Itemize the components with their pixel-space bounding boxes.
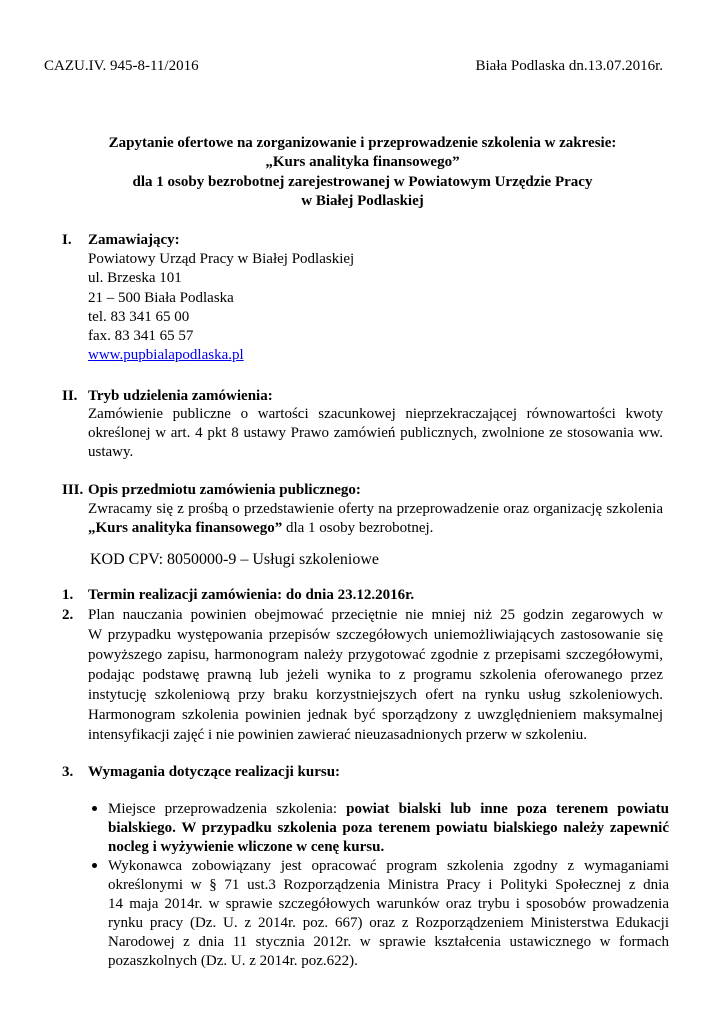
bullet-line: rynku pracy (Dz. U. z 2014r. poz. 667) oraz z Rozporządzeniem Ministerstwa Edukacji — [108, 915, 669, 931]
paragraph-line: podając podstawę prawną lub jeżeli wynika to z programu szkolenia oferowanego przez — [88, 667, 663, 683]
section-heading: Opis przedmiotu zamówienia publicznego: — [88, 482, 361, 498]
address-line: 21 – 500 Biała Podlaska — [88, 290, 234, 306]
section-number: II. — [62, 388, 78, 404]
item-number: 2. — [62, 607, 74, 623]
address-line: Powiatowy Urząd Pracy w Białej Podlaskiej — [88, 251, 355, 267]
bullet-line: Narodowej z dnia 11 stycznia 2012r. w sprawie kształcenia ustawicznego w formach — [108, 934, 669, 950]
paragraph-line: W przypadku występowania przepisów szczegółowych uniemożliwiających zastosowanie się — [88, 627, 663, 643]
place-date: Biała Podlaska dn.13.07.2016r. — [475, 58, 663, 74]
paragraph-text: dla 1 osoby bezrobotnej. — [282, 520, 434, 536]
title-line: „Kurs analityka finansowego” — [265, 154, 460, 170]
section-number: I. — [62, 232, 72, 248]
section-heading: Tryb udzielenia zamówienia: — [88, 388, 273, 404]
website-link[interactable]: www.pupbialapodlaska.pl — [88, 347, 244, 363]
course-name: „Kurs analityka finansowego” — [88, 520, 283, 536]
title-line: Zapytanie ofertowe na zorganizowanie i przeprowadzenie szkolenia w zakresie: — [108, 135, 617, 151]
bullet-line: pozaszkolnych (Dz. U. z 2014r. poz.622). — [108, 953, 358, 969]
bullet-line: nocleg i wyżywienie wliczone w cenę kursu. — [108, 839, 385, 855]
item-number: 3. — [62, 764, 74, 780]
bullet-text-bold: powiat bialski lub inne poza terenem powiatu — [346, 801, 669, 817]
bullet-icon — [92, 806, 97, 811]
bullet-line — [108, 799, 669, 819]
paragraph-line: powyższego zapisu, harmonogram należy przygotować zgodnie z przepisami szczegółowymi, — [88, 647, 663, 663]
paragraph-line: Zamówienie publiczne o wartości szacunkowej nieprzekraczającej równowartości kwoty — [88, 406, 663, 422]
bullet-icon — [92, 863, 97, 868]
section-heading: Zamawiający: — [88, 232, 180, 248]
paragraph-line: Zwracamy się z prośbą o przedstawienie oferty na przeprowadzenie oraz organizację szkolenia — [88, 501, 663, 517]
bullet-line: 14 maja 2014r. w sprawie szczegółowych warunków oraz trybu i sposobów prowadzenia — [108, 896, 669, 912]
paragraph-line — [88, 518, 433, 538]
item-number: 1. — [62, 587, 74, 603]
paragraph-line: ustawy. — [88, 444, 134, 460]
phone: tel. 83 341 65 00 — [88, 309, 190, 325]
section-number: III. — [62, 482, 84, 498]
reference-number: CAZU.IV. 945-8-11/2016 — [44, 58, 199, 74]
paragraph-line: Harmonogram szkolenia powinien jednak być sporządzony z uwzględnieniem maksymalnej — [88, 707, 663, 723]
address-line: ul. Brzeska 101 — [88, 270, 182, 286]
deadline: Termin realizacji zamówienia: do dnia 23.12.2016r. — [88, 587, 415, 603]
title-line: w Białej Podlaskiej — [301, 193, 424, 209]
bullet-text: Miejsce przeprowadzenia szkolenia: — [108, 801, 347, 817]
paragraph-line: Plan nauczania powinien obejmować przeciętnie nie mniej niż 25 godzin zegarowych w — [88, 607, 663, 623]
cpv-code: KOD CPV: 8050000-9 – Usługi szkoleniowe — [90, 551, 380, 568]
paragraph-line: instytucję szkoleniową przy braku korzystniejszych ofert na rynku usług szkoleniowych. — [88, 687, 663, 703]
paragraph-line: określonej w art. 4 pkt 8 ustawy Prawo zamówień publicznych, zwolnione ze stosowania ww. — [88, 425, 663, 441]
title-line: dla 1 osoby bezrobotnej zarejestrowanej w Powiatowym Urzędzie Pracy — [132, 174, 593, 190]
bullet-line: określonymi w § 71 ust.3 Rozporządzenia Ministra Pracy i Polityki Społecznej z dnia — [108, 877, 669, 893]
bullet-line: bialskiego. W przypadku szkolenia poza terenem powiatu bialskiego należy zapewnić — [108, 820, 669, 836]
fax: fax. 83 341 65 57 — [88, 328, 194, 344]
paragraph-line: intensyfikacji zajęć i nie powinien zawierać nieuzasadnionych przerw w szkoleniu. — [88, 727, 587, 743]
bullet-line: Wykonawca zobowiązany jest opracować program szkolenia zgodny z wymaganiami — [108, 858, 669, 874]
section-heading: Wymagania dotyczące realizacji kursu: — [88, 764, 341, 780]
